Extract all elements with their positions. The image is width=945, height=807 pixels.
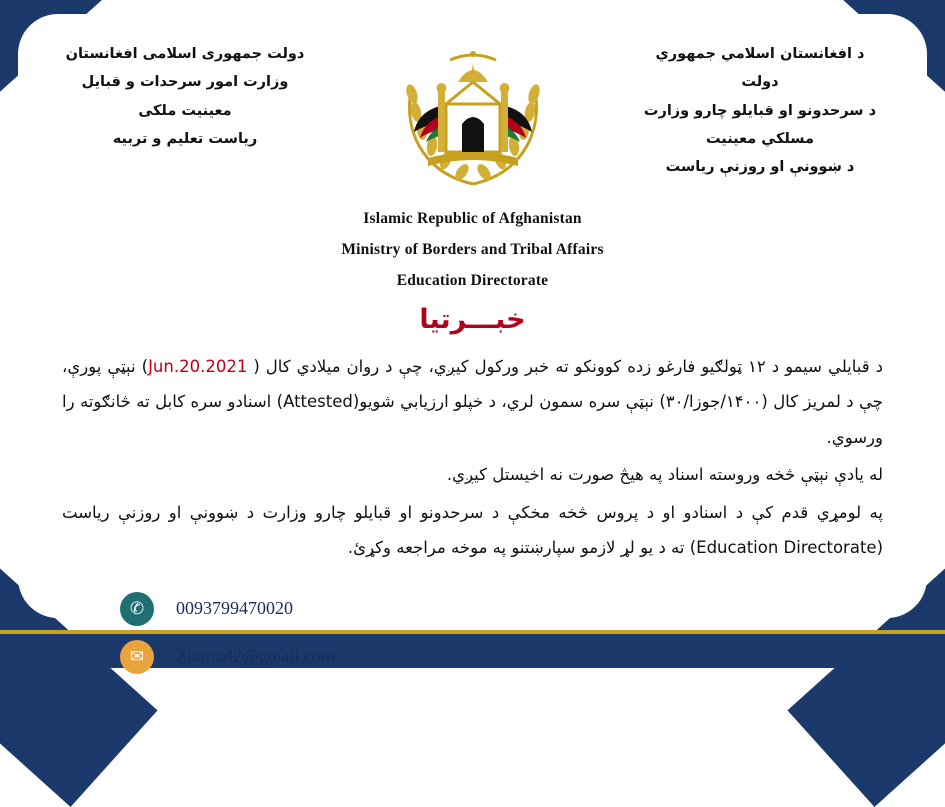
- body-highlight-date: Jun.20.2021: [148, 357, 248, 376]
- english-titles: [0, 210, 945, 290]
- letterhead-pashto-line-3: مسلکي معینیت: [705, 130, 815, 147]
- english-title-ministry: Ministry of Borders and Tribal Affairs: [341, 241, 604, 258]
- contact-phone-row[interactable]: [120, 592, 945, 626]
- announcement-body: [62, 349, 883, 566]
- body-paragraph-2: له یادې نېټې څخه وروسته اسناد په هیڅ صورت نه اخیستل کیږي.: [446, 465, 883, 485]
- letterhead-pashto-line-1: د افغانستان اسلامي جمهوري دولت: [655, 46, 865, 91]
- letterhead-dari-line-2: وزارت امور سرحدات و قبایل: [81, 74, 289, 91]
- letterhead-pashto-line-4: د ښوونې او روزنې ریاست: [665, 159, 855, 176]
- letterhead-dari-column: [60, 40, 310, 153]
- letterhead-dari-line-4: ریاست تعلیم و تربیه: [112, 130, 258, 147]
- letterhead-dari-line-1: دولت جمهوری اسلامی افغانستان: [65, 46, 305, 62]
- letterhead-pashto-line-2: د سرحدونو او قبایلو چارو وزارت: [643, 102, 877, 119]
- announcement-headline: خبـــرتیا: [419, 304, 526, 335]
- phone-icon: ✆: [120, 592, 154, 626]
- contact-list: [0, 592, 945, 674]
- mail-icon: ✉: [120, 640, 154, 674]
- letterhead: [0, 0, 945, 192]
- letterhead-pashto-column: [635, 40, 885, 181]
- contact-phone-value: 0093799470020: [176, 598, 293, 619]
- english-title-directorate: Education Directorate: [396, 272, 549, 289]
- body-paragraph-1: د قبایلي سیمو د ۱۲ ټولګیو فارغو زده کوونکو ته خبر ورکول کیږي، چې د روان میلادي کال ( Jun.20.2021) نېټې پورې، چې د لمریز کال (۱۴۰۰/جوزا/۳۰) نېټې سره سمون لري، د خپلو ارزیابي شویو(Attested) اسنادو سره کابل ته څانګوته را ورسوي.: [62, 349, 883, 455]
- contact-email-row[interactable]: [120, 640, 945, 674]
- afghanistan-national-emblem-icon: [388, 42, 558, 192]
- body-paragraph-3: په لومړي قدم کې د اسنادو او د پروس څخه مخکې د سرحدونو او قبایلو چارو وزارت د ښوونې او روزنې ریاست (Education Directorate) ته د یو لړ لازمو سپارښتنو په موخه مراجعه وکړئ.: [62, 502, 883, 558]
- letterhead-dari-line-3: معینیت ملکی: [138, 102, 232, 119]
- contact-email-value: Ziarmal2@gmail.com: [176, 646, 336, 667]
- english-title-country: Islamic Republic of Afghanistan: [363, 210, 582, 227]
